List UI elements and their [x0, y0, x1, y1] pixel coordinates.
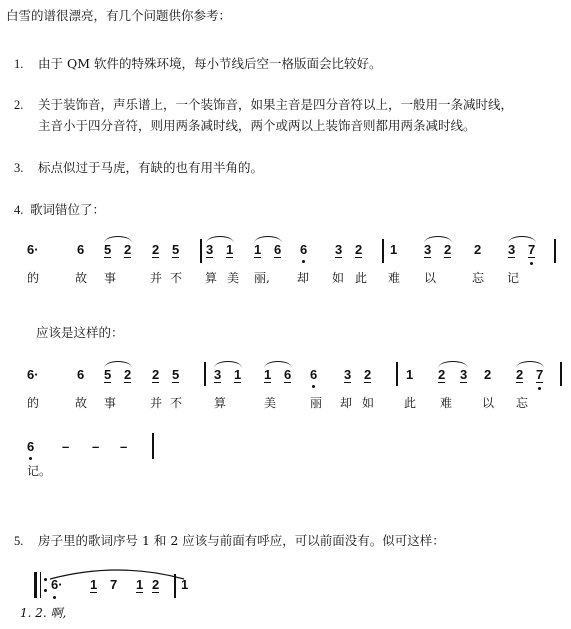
note: 3	[344, 367, 352, 382]
lyric: 故	[75, 396, 88, 410]
note: 7	[110, 577, 118, 592]
note: 6	[310, 367, 318, 382]
lyric: 却	[340, 396, 353, 410]
note: 1	[406, 367, 414, 382]
lyric: 丽	[310, 396, 323, 410]
slur	[214, 361, 242, 368]
note: 2	[444, 242, 452, 257]
repeat-dot	[44, 578, 47, 581]
note: 7	[528, 242, 536, 257]
note: 6·	[51, 577, 63, 592]
note: 3	[424, 242, 432, 257]
item-text: 关于装饰音，声乐谱上，一个装饰音，如果主音是四分音符以上，一般用一条减时线，	[38, 97, 514, 112]
lyric: 算	[205, 271, 218, 285]
barline	[204, 362, 206, 386]
barline	[152, 433, 154, 459]
correct-label: 应该是这样的：	[36, 325, 124, 340]
lyric: 如	[362, 396, 375, 410]
note: 3	[214, 367, 222, 382]
note: 6·	[27, 242, 39, 257]
octave-dot	[530, 262, 533, 265]
octave-dot	[53, 596, 56, 599]
lyric: 记	[507, 271, 520, 285]
note: 2	[516, 367, 524, 382]
barline	[554, 239, 556, 263]
item-number: 5.	[14, 534, 24, 548]
lyric: 难	[440, 396, 453, 410]
slur	[104, 236, 132, 243]
item-number: 4.	[14, 203, 24, 217]
lyric: 的	[27, 271, 40, 285]
lyric: 难	[388, 271, 401, 285]
note: 1	[390, 242, 398, 257]
item-text: 由于 QM 软件的特殊环境，每小节线后空一格版面会比较好。	[38, 56, 382, 71]
lyric: 忘	[472, 271, 485, 285]
note: 1	[181, 577, 189, 592]
note: 5	[172, 367, 180, 382]
note: 2	[152, 367, 160, 382]
note: 2	[364, 367, 372, 382]
lyric: 的	[27, 396, 40, 410]
dash: –	[92, 439, 100, 454]
lyric: 美	[227, 271, 240, 285]
lyric: 1. 2. 啊,	[20, 606, 67, 620]
note: 2	[474, 242, 482, 257]
note: 1	[136, 577, 144, 592]
note: 3	[335, 242, 343, 257]
lyric: 事	[104, 271, 117, 285]
octave-dot	[302, 260, 305, 263]
barline	[200, 239, 202, 263]
note: 3	[206, 242, 214, 257]
item-text: 歌词错位了：	[30, 202, 106, 217]
note: 1	[226, 242, 234, 257]
note: 5	[104, 242, 112, 257]
dash: –	[120, 439, 128, 454]
note: 6	[300, 242, 308, 257]
lyric: 忘	[516, 396, 529, 410]
repeat-dot	[44, 589, 47, 592]
note: 6	[284, 367, 292, 382]
intro-text: 白雪的谱很漂亮，有几个问题供你参考：	[6, 8, 232, 23]
note: 6·	[27, 367, 39, 382]
lyric: 美	[264, 396, 277, 410]
note: 1	[264, 367, 272, 382]
slur	[254, 236, 282, 243]
note: 2	[152, 242, 160, 257]
note: 2	[124, 367, 132, 382]
note: 2	[152, 577, 160, 592]
lyric: 此	[404, 396, 417, 410]
lyric: 不	[170, 271, 183, 285]
item-text-continued: 主音小于四分音符，则用两条减时线，两个或两以上装饰音则都用两条减时线。	[38, 118, 476, 133]
lyric: 故	[75, 271, 88, 285]
octave-dot	[312, 385, 315, 388]
octave-dot	[538, 387, 541, 390]
item-number: 2.	[14, 98, 24, 112]
lyric: 记。	[27, 464, 52, 478]
barline	[382, 239, 384, 263]
slur	[424, 236, 452, 243]
barline	[396, 362, 398, 386]
note: 2	[484, 367, 492, 382]
note: 7	[536, 367, 544, 382]
slur	[508, 236, 536, 243]
note: 1	[254, 242, 262, 257]
note: 6	[27, 439, 35, 454]
note: 5	[104, 367, 112, 382]
repeat-barline-thin	[40, 572, 41, 598]
slur	[438, 361, 468, 368]
volta-bracket	[48, 565, 188, 581]
note: 2	[355, 242, 363, 257]
note: 6	[274, 242, 282, 257]
note: 5	[172, 242, 180, 257]
lyric: 此	[355, 271, 368, 285]
lyric: 事	[104, 396, 117, 410]
item-text: 房子里的歌词序号 1 和 2 应该与前面有呼应，可以前面没有。似可这样：	[38, 533, 445, 548]
slur	[516, 361, 544, 368]
note: 1	[90, 577, 98, 592]
item-number: 3.	[14, 161, 24, 175]
item-text: 标点似过于马虎，有缺的也有用半角的。	[38, 160, 264, 175]
barline	[560, 362, 562, 386]
note: 2	[438, 367, 446, 382]
slur	[206, 236, 234, 243]
note: 6	[77, 242, 85, 257]
dash: –	[62, 439, 70, 454]
lyric: 丽,	[254, 271, 270, 285]
note: 3	[460, 367, 468, 382]
slur	[264, 361, 292, 368]
lyric: 算	[214, 396, 227, 410]
slur	[104, 361, 132, 368]
repeat-barline-thick	[34, 572, 37, 598]
item-number: 1.	[14, 57, 24, 71]
octave-dot	[29, 457, 32, 460]
lyric: 如	[332, 271, 345, 285]
lyric: 以	[482, 396, 495, 410]
note: 3	[508, 242, 516, 257]
lyric: 并	[150, 396, 163, 410]
lyric: 却	[297, 271, 310, 285]
lyric: 不	[170, 396, 183, 410]
note: 6	[77, 367, 85, 382]
note: 2	[124, 242, 132, 257]
note: 1	[234, 367, 242, 382]
lyric: 并	[150, 271, 163, 285]
lyric: 以	[424, 271, 437, 285]
